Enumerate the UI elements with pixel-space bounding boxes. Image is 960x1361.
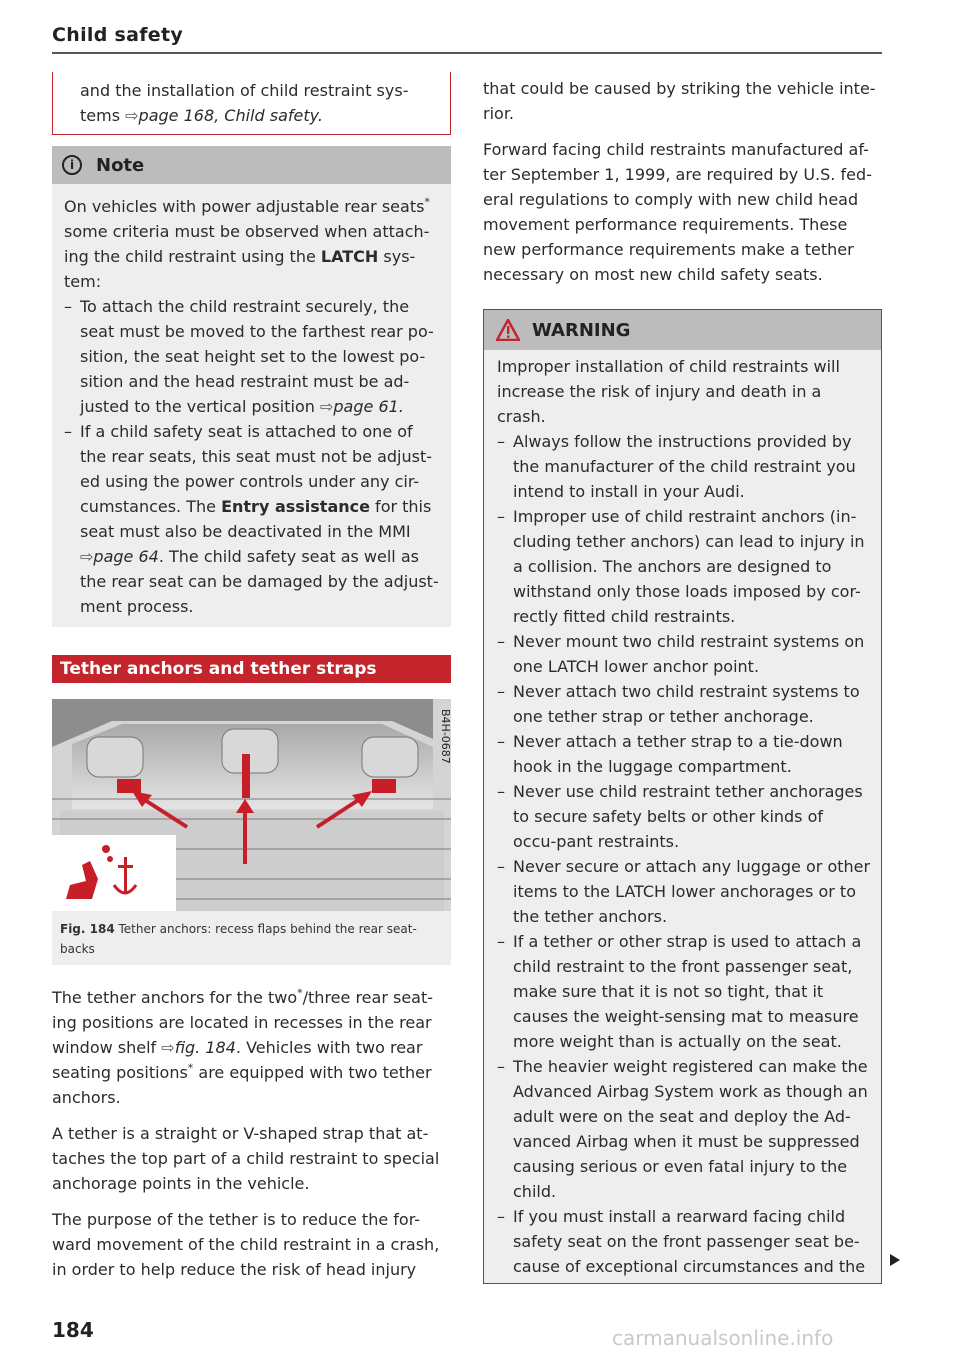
warning-intro: Improper installation of child restraints will increase the risk of injury and death in a crash. [497,357,840,426]
list-item: – If you must install a rearward facing child safety seat on the front passenger seat be-cause of exceptional circumstances and the [497,1204,871,1279]
continued-text: and the installation of child restraint sys- tems ⇨page 168, Child safety. [80,81,409,125]
arrow-right-icon: ⇨ [319,397,334,416]
arrow-right-icon: ⇨ [80,547,94,566]
info-icon: i [62,155,82,175]
list-item: – Never attach two child restraint systems to one tether strap or tether anchorage. [497,679,871,729]
figure-image [52,699,451,911]
list-item: – Improper use of child restraint anchors (in-cluding tether anchors) can lead to injury in a collision. The anchors are designed to withstand only those loads imposed by cor-rectly fitted child restraints. [497,504,871,629]
list-item: – If a child safety seat is attached to one of the rear seats, this seat must not be adjust-ed using the power controls under any cir-cumstances. The Entry assistance for this seat must also be deactivated in the MMI ⇨page 64. The child safety seat as well as the rear seat can be damaged by the adjust-ment process. [64,419,439,619]
header-divider [52,52,882,54]
list-item: – Never mount two child restraint systems on one LATCH lower anchor point. [497,629,871,679]
paragraph: A tether is a straight or V-shaped strap that at-taches the top part of a child restraint to special anchorage points in the vehicle. [52,1124,440,1193]
continued-arrow-icon [890,1254,900,1266]
warning-triangle-icon [496,319,520,341]
paragraph: The tether anchors for the two*/three rear seat-ing positions are located in recesses in the rear window shelf ⇨fig. 184. Vehicles with two rear seating positions* are equipped with two tether anchors. [52,986,434,1107]
note-body [52,184,451,627]
continued-note-box [52,72,451,135]
left-column [52,72,451,1282]
page-title: Child safety [52,24,184,46]
warning-box [483,309,882,1284]
note-title: Note [96,154,145,176]
list-item: – Always follow the instructions provided by the manufacturer of the child restraint you intend to install in your Audi. [497,429,871,504]
section-heading: Tether anchors and tether straps [52,655,451,683]
page-number: 184 [52,1318,94,1342]
list-item: – Never use child restraint tether anchorages to secure safety belts or other kinds of occu-pant restraints. [497,779,871,854]
page-ref-link[interactable]: page 64 [93,547,159,566]
figure-caption: Fig. 184 Tether anchors: recess flaps behind the rear seat-backs [60,922,417,956]
note-header [52,146,451,184]
page-ref-link[interactable]: page 61. [333,397,404,416]
page-ref-link[interactable]: page 168, Child safety. [138,106,323,125]
note-intro: On vehicles with power adjustable rear seats* some criteria must be observed when attach-ing the child restraint using the LATCH sys-tem: [64,195,430,291]
list-item: – To attach the child restraint securely, the seat must be moved to the farthest rear po-sition, the seat height set to the lowest po-sition and the head restraint must be ad-justed to the vertical position ⇨page 61. [64,294,439,419]
watermark: carmanualsonline.info [612,1326,834,1350]
paragraph: Forward facing child restraints manufactured af-ter September 1, 1999, are required by U.S. fed-eral regulations to comply with new child head movement performance requirements. These new performance requirements make a tether necessary on most new child safety seats. [483,140,872,284]
figure-ref-link[interactable]: fig. 184 [174,1038,236,1057]
paragraph: The purpose of the tether is to reduce the for-ward movement of the child restraint in a crash, in order to help reduce the risk of head injury [52,1210,440,1279]
note-box [52,146,451,627]
arrow-right-icon: ⇨ [161,1038,175,1057]
arrow-right-icon: ⇨ [125,106,139,125]
warning-title: WARNING [532,319,631,341]
figure-code: B4H-0687 [439,709,451,764]
list-item: – Never attach a tether strap to a tie-down hook in the luggage compartment. [497,729,871,779]
list-item: – If a tether or other strap is used to attach a child restraint to the front passenger seat, make sure that it is not so tight, that it causes the weight-sensing mat to measure more weight than is actually on the seat. [497,929,871,1054]
rear-seat-illustration [52,699,451,911]
list-item: – Never secure or attach any luggage or other items to the LATCH lower anchorages or to the tether anchors. [497,854,871,929]
right-column [483,72,882,1284]
warning-list [497,429,871,1279]
note-list [64,294,439,619]
paragraph: that could be caused by striking the vehicle inte-rior. [483,79,876,123]
warning-header [484,310,881,350]
figure [52,699,451,965]
warning-body [484,350,881,1283]
list-item: – The heavier weight registered can make the Advanced Airbag System work as though an adult were on the seat and deploy the Ad-vanced Airbag when it must be suppressed causing serious or even fatal injury to the child. [497,1054,871,1204]
